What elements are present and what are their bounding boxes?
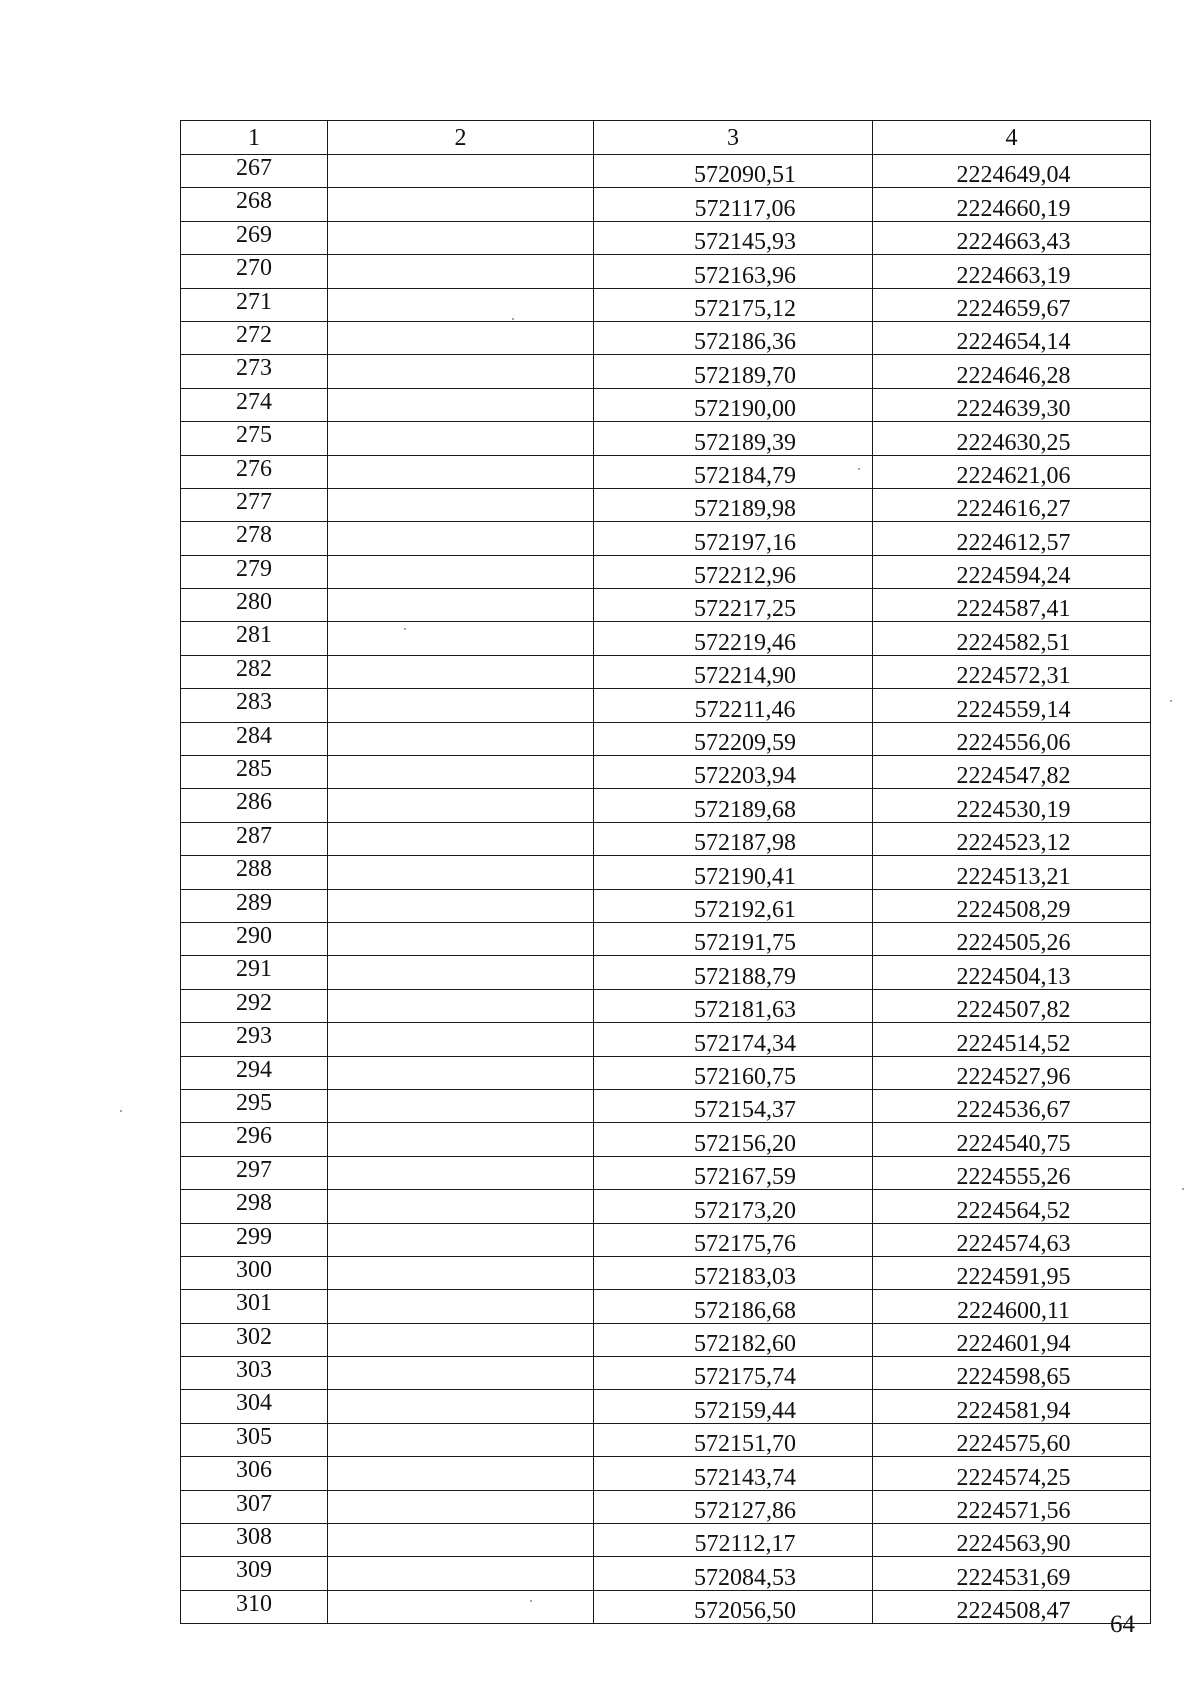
table-row [181, 221, 1151, 254]
table-row [181, 922, 1151, 955]
y-coordinate-cell: 2224594,24 [873, 555, 1151, 588]
point-number-cell: 279 [181, 555, 328, 588]
description-cell [328, 856, 594, 889]
table-row [181, 789, 1151, 822]
y-coordinate-cell: 2224654,14 [873, 321, 1151, 354]
scan-speck [120, 1110, 122, 1112]
description-cell [328, 1190, 594, 1223]
table-row [181, 1390, 1151, 1423]
point-number-cell: 292 [181, 989, 328, 1022]
scan-speck [530, 1600, 532, 1602]
y-coordinate-cell: 2224556,06 [873, 722, 1151, 755]
column-header-2: 2 [328, 121, 594, 155]
y-coordinate-cell: 2224600,11 [873, 1290, 1151, 1323]
scan-speck [404, 628, 406, 630]
description-cell [328, 522, 594, 555]
y-coordinate-cell: 2224581,94 [873, 1390, 1151, 1423]
table-row [181, 756, 1151, 789]
point-number-cell: 301 [181, 1290, 328, 1323]
description-cell [328, 1223, 594, 1256]
table-header-row [181, 121, 1151, 155]
page-number: 64 [1110, 1611, 1135, 1638]
y-coordinate-cell: 2224564,52 [873, 1190, 1151, 1223]
table-row [181, 522, 1151, 555]
table-body [181, 155, 1151, 1624]
x-coordinate-cell: 572173,20 [594, 1190, 873, 1223]
description-cell [328, 1590, 594, 1623]
description-cell [328, 455, 594, 488]
point-number-cell: 300 [181, 1256, 328, 1289]
point-number-cell: 295 [181, 1089, 328, 1122]
x-coordinate-cell: 572156,20 [594, 1123, 873, 1156]
description-cell [328, 321, 594, 354]
table-row [181, 1290, 1151, 1323]
description-cell [328, 155, 594, 188]
x-coordinate-cell: 572145,93 [594, 221, 873, 254]
description-cell [328, 255, 594, 288]
y-coordinate-cell: 2224559,14 [873, 689, 1151, 722]
x-coordinate-cell: 572183,03 [594, 1256, 873, 1289]
description-cell [328, 355, 594, 388]
description-cell [328, 221, 594, 254]
table-row [181, 1357, 1151, 1390]
description-cell [328, 1256, 594, 1289]
y-coordinate-cell: 2224563,90 [873, 1524, 1151, 1557]
point-number-cell: 278 [181, 522, 328, 555]
table-row [181, 1156, 1151, 1189]
table-row [181, 956, 1151, 989]
y-coordinate-cell: 2224531,69 [873, 1557, 1151, 1590]
description-cell [328, 188, 594, 221]
point-number-cell: 290 [181, 922, 328, 955]
y-coordinate-cell: 2224530,19 [873, 789, 1151, 822]
y-coordinate-cell: 2224587,41 [873, 589, 1151, 622]
y-coordinate-cell: 2224646,28 [873, 355, 1151, 388]
description-cell [328, 388, 594, 421]
table-row [181, 1190, 1151, 1223]
table-row [181, 989, 1151, 1022]
scan-speck [512, 318, 514, 320]
x-coordinate-cell: 572190,41 [594, 856, 873, 889]
x-coordinate-cell: 572090,51 [594, 155, 873, 188]
y-coordinate-cell: 2224555,26 [873, 1156, 1151, 1189]
y-coordinate-cell: 2224582,51 [873, 622, 1151, 655]
description-cell [328, 822, 594, 855]
x-coordinate-cell: 572160,75 [594, 1056, 873, 1089]
y-coordinate-cell: 2224508,47 [873, 1590, 1151, 1623]
point-number-cell: 304 [181, 1390, 328, 1423]
scan-speck [858, 468, 860, 470]
x-coordinate-cell: 572209,59 [594, 722, 873, 755]
x-coordinate-cell: 572112,17 [594, 1524, 873, 1557]
point-number-cell: 296 [181, 1123, 328, 1156]
point-number-cell: 286 [181, 789, 328, 822]
table-row [181, 255, 1151, 288]
description-cell [328, 689, 594, 722]
y-coordinate-cell: 2224523,12 [873, 822, 1151, 855]
x-coordinate-cell: 572163,96 [594, 255, 873, 288]
y-coordinate-cell: 2224591,95 [873, 1256, 1151, 1289]
description-cell [328, 488, 594, 521]
point-number-cell: 269 [181, 221, 328, 254]
description-cell [328, 722, 594, 755]
description-cell [328, 1023, 594, 1056]
table-row [181, 1457, 1151, 1490]
point-number-cell: 283 [181, 689, 328, 722]
x-coordinate-cell: 572175,12 [594, 288, 873, 321]
scan-speck [1182, 1188, 1184, 1190]
y-coordinate-cell: 2224547,82 [873, 756, 1151, 789]
point-number-cell: 308 [181, 1524, 328, 1557]
y-coordinate-cell: 2224639,30 [873, 388, 1151, 421]
point-number-cell: 270 [181, 255, 328, 288]
y-coordinate-cell: 2224527,96 [873, 1056, 1151, 1089]
table-row [181, 422, 1151, 455]
description-cell [328, 422, 594, 455]
description-cell [328, 1323, 594, 1356]
y-coordinate-cell: 2224536,67 [873, 1089, 1151, 1122]
x-coordinate-cell: 572190,00 [594, 388, 873, 421]
x-coordinate-cell: 572189,98 [594, 488, 873, 521]
table-row [181, 1423, 1151, 1456]
table-row [181, 155, 1151, 188]
x-coordinate-cell: 572182,60 [594, 1323, 873, 1356]
x-coordinate-cell: 572056,50 [594, 1590, 873, 1623]
table-row [181, 1524, 1151, 1557]
x-coordinate-cell: 572175,76 [594, 1223, 873, 1256]
description-cell [328, 1524, 594, 1557]
y-coordinate-cell: 2224505,26 [873, 922, 1151, 955]
table-row [181, 1557, 1151, 1590]
x-coordinate-cell: 572203,94 [594, 756, 873, 789]
table-row [181, 1089, 1151, 1122]
point-number-cell: 273 [181, 355, 328, 388]
x-coordinate-cell: 572159,44 [594, 1390, 873, 1423]
y-coordinate-cell: 2224649,04 [873, 155, 1151, 188]
description-cell [328, 1290, 594, 1323]
table-row [181, 355, 1151, 388]
y-coordinate-cell: 2224660,19 [873, 188, 1151, 221]
x-coordinate-cell: 572214,90 [594, 655, 873, 688]
table-row [181, 622, 1151, 655]
y-coordinate-cell: 2224621,06 [873, 455, 1151, 488]
point-number-cell: 302 [181, 1323, 328, 1356]
point-number-cell: 285 [181, 756, 328, 789]
table-row [181, 689, 1151, 722]
x-coordinate-cell: 572217,25 [594, 589, 873, 622]
column-header-3: 3 [594, 121, 873, 155]
point-number-cell: 275 [181, 422, 328, 455]
y-coordinate-cell: 2224663,43 [873, 221, 1151, 254]
table-row [181, 1256, 1151, 1289]
table-row [181, 722, 1151, 755]
x-coordinate-cell: 572219,46 [594, 622, 873, 655]
x-coordinate-cell: 572211,46 [594, 689, 873, 722]
table-row [181, 1123, 1151, 1156]
x-coordinate-cell: 572212,96 [594, 555, 873, 588]
table-row [181, 856, 1151, 889]
x-coordinate-cell: 572167,59 [594, 1156, 873, 1189]
table-row [181, 388, 1151, 421]
x-coordinate-cell: 572117,06 [594, 188, 873, 221]
column-header-4: 4 [873, 121, 1151, 155]
y-coordinate-cell: 2224630,25 [873, 422, 1151, 455]
table-row [181, 822, 1151, 855]
description-cell [328, 1156, 594, 1189]
y-coordinate-cell: 2224601,94 [873, 1323, 1151, 1356]
point-number-cell: 299 [181, 1223, 328, 1256]
description-cell [328, 1457, 594, 1490]
description-cell [328, 1423, 594, 1456]
x-coordinate-cell: 572187,98 [594, 822, 873, 855]
y-coordinate-cell: 2224513,21 [873, 856, 1151, 889]
y-coordinate-cell: 2224598,65 [873, 1357, 1151, 1390]
description-cell [328, 889, 594, 922]
description-cell [328, 1557, 594, 1590]
point-number-cell: 297 [181, 1156, 328, 1189]
point-number-cell: 277 [181, 488, 328, 521]
y-coordinate-cell: 2224574,25 [873, 1457, 1151, 1490]
x-coordinate-cell: 572174,34 [594, 1023, 873, 1056]
description-cell [328, 288, 594, 321]
point-number-cell: 272 [181, 321, 328, 354]
x-coordinate-cell: 572189,39 [594, 422, 873, 455]
description-cell [328, 922, 594, 955]
y-coordinate-cell: 2224571,56 [873, 1490, 1151, 1523]
table-row [181, 1490, 1151, 1523]
x-coordinate-cell: 572084,53 [594, 1557, 873, 1590]
point-number-cell: 307 [181, 1490, 328, 1523]
coordinates-table [180, 120, 1151, 1624]
y-coordinate-cell: 2224504,13 [873, 956, 1151, 989]
x-coordinate-cell: 572181,63 [594, 989, 873, 1022]
point-number-cell: 274 [181, 388, 328, 421]
point-number-cell: 287 [181, 822, 328, 855]
table-row [181, 188, 1151, 221]
point-number-cell: 276 [181, 455, 328, 488]
table-row [181, 321, 1151, 354]
point-number-cell: 310 [181, 1590, 328, 1623]
point-number-cell: 288 [181, 856, 328, 889]
point-number-cell: 267 [181, 155, 328, 188]
y-coordinate-cell: 2224659,67 [873, 288, 1151, 321]
y-coordinate-cell: 2224616,27 [873, 488, 1151, 521]
x-coordinate-cell: 572197,16 [594, 522, 873, 555]
table-row [181, 1223, 1151, 1256]
description-cell [328, 1089, 594, 1122]
table-row [181, 288, 1151, 321]
y-coordinate-cell: 2224574,63 [873, 1223, 1151, 1256]
point-number-cell: 305 [181, 1423, 328, 1456]
y-coordinate-cell: 2224507,82 [873, 989, 1151, 1022]
table-row [181, 1056, 1151, 1089]
description-cell [328, 1056, 594, 1089]
description-cell [328, 655, 594, 688]
point-number-cell: 281 [181, 622, 328, 655]
point-number-cell: 306 [181, 1457, 328, 1490]
description-cell [328, 1490, 594, 1523]
table-row [181, 1323, 1151, 1356]
y-coordinate-cell: 2224663,19 [873, 255, 1151, 288]
table-row [181, 488, 1151, 521]
table-row [181, 555, 1151, 588]
point-number-cell: 282 [181, 655, 328, 688]
x-coordinate-cell: 572192,61 [594, 889, 873, 922]
point-number-cell: 294 [181, 1056, 328, 1089]
description-cell [328, 1357, 594, 1390]
point-number-cell: 268 [181, 188, 328, 221]
y-coordinate-cell: 2224575,60 [873, 1423, 1151, 1456]
x-coordinate-cell: 572151,70 [594, 1423, 873, 1456]
x-coordinate-cell: 572143,74 [594, 1457, 873, 1490]
y-coordinate-cell: 2224612,57 [873, 522, 1151, 555]
x-coordinate-cell: 572127,86 [594, 1490, 873, 1523]
description-cell [328, 789, 594, 822]
scan-speck [1170, 700, 1172, 702]
x-coordinate-cell: 572189,70 [594, 355, 873, 388]
x-coordinate-cell: 572175,74 [594, 1357, 873, 1390]
table-row [181, 889, 1151, 922]
point-number-cell: 298 [181, 1190, 328, 1223]
description-cell [328, 1390, 594, 1423]
x-coordinate-cell: 572188,79 [594, 956, 873, 989]
column-header-1: 1 [181, 121, 328, 155]
description-cell [328, 555, 594, 588]
point-number-cell: 280 [181, 589, 328, 622]
description-cell [328, 1123, 594, 1156]
description-cell [328, 622, 594, 655]
y-coordinate-cell: 2224508,29 [873, 889, 1151, 922]
point-number-cell: 303 [181, 1357, 328, 1390]
table-row [181, 655, 1151, 688]
y-coordinate-cell: 2224572,31 [873, 655, 1151, 688]
point-number-cell: 284 [181, 722, 328, 755]
description-cell [328, 589, 594, 622]
description-cell [328, 756, 594, 789]
x-coordinate-cell: 572154,37 [594, 1089, 873, 1122]
table-row [181, 1590, 1151, 1623]
x-coordinate-cell: 572186,68 [594, 1290, 873, 1323]
point-number-cell: 293 [181, 1023, 328, 1056]
point-number-cell: 289 [181, 889, 328, 922]
y-coordinate-cell: 2224540,75 [873, 1123, 1151, 1156]
point-number-cell: 291 [181, 956, 328, 989]
table-row [181, 455, 1151, 488]
x-coordinate-cell: 572189,68 [594, 789, 873, 822]
y-coordinate-cell: 2224514,52 [873, 1023, 1151, 1056]
point-number-cell: 309 [181, 1557, 328, 1590]
point-number-cell: 271 [181, 288, 328, 321]
table-row [181, 1023, 1151, 1056]
description-cell [328, 956, 594, 989]
x-coordinate-cell: 572186,36 [594, 321, 873, 354]
description-cell [328, 989, 594, 1022]
table-row [181, 589, 1151, 622]
x-coordinate-cell: 572184,79 [594, 455, 873, 488]
x-coordinate-cell: 572191,75 [594, 922, 873, 955]
